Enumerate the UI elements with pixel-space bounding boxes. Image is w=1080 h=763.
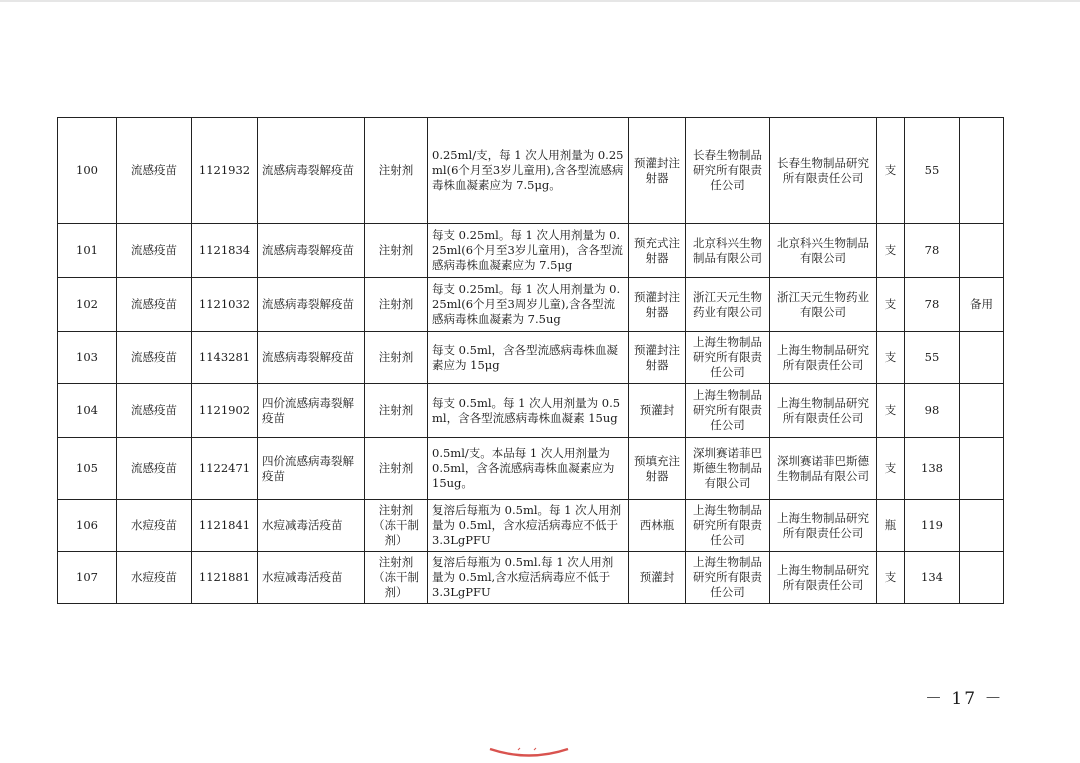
cell-no: 102 xyxy=(58,278,117,332)
cell-code: 1121932 xyxy=(192,118,258,224)
cell-price: 119 xyxy=(905,500,960,552)
cell-code: 1143281 xyxy=(192,332,258,384)
cell-price: 55 xyxy=(905,118,960,224)
cell-vaccine-name: 流感疫苗 xyxy=(117,384,192,438)
cell-remark: 备用 xyxy=(960,278,1004,332)
cell-remark xyxy=(960,500,1004,552)
cell-vaccine-name: 流感疫苗 xyxy=(117,332,192,384)
seal-fragment xyxy=(488,746,570,758)
cell-no: 103 xyxy=(58,332,117,384)
cell-code: 1121841 xyxy=(192,500,258,552)
cell-manufacturer: 上海生物制品研究所有限责任公司 xyxy=(686,500,770,552)
vaccine-catalog-table xyxy=(57,117,1004,604)
cell-packaging: 预灌封注射器 xyxy=(629,332,686,384)
cell-specification: 复溶后每瓶为 0.5ml。每 1 次人用剂量为 0.5ml，含水痘活病毒应不低于 3.3LgPFU xyxy=(428,500,629,552)
cell-dosage-form: 注射剂 xyxy=(365,118,428,224)
cell-manufacturer: 上海生物制品研究所有限责任公司 xyxy=(686,384,770,438)
table-row xyxy=(58,384,1004,438)
cell-price: 78 xyxy=(905,278,960,332)
cell-dosage-form: 注射剂 xyxy=(365,384,428,438)
page-number: － 17 － xyxy=(925,689,1004,709)
cell-generic-name: 四价流感病毒裂解疫苗 xyxy=(258,384,365,438)
cell-packaging: 西林瓶 xyxy=(629,500,686,552)
table-row xyxy=(58,118,1004,224)
cell-manufacturer: 北京科兴生物制品有限公司 xyxy=(686,224,770,278)
cell-price: 55 xyxy=(905,332,960,384)
cell-generic-name: 四价流感病毒裂解疫苗 xyxy=(258,438,365,500)
cell-manufacturer: 上海生物制品研究所有限责任公司 xyxy=(686,332,770,384)
cell-generic-name: 流感病毒裂解疫苗 xyxy=(258,118,365,224)
cell-remark xyxy=(960,552,1004,604)
cell-code: 1121032 xyxy=(192,278,258,332)
cell-specification: 每支 0.25ml。每 1 次人用剂量为 0.25ml(6个月至3岁儿童用)，含各型流感病毒株血凝素应为 7.5μg xyxy=(428,224,629,278)
cell-dosage-form: 注射剂 xyxy=(365,438,428,500)
table-row xyxy=(58,278,1004,332)
cell-packaging: 预灌封 xyxy=(629,552,686,604)
cell-license-holder: 上海生物制品研究所有限责任公司 xyxy=(770,332,877,384)
cell-license-holder: 上海生物制品研究所有限责任公司 xyxy=(770,384,877,438)
cell-specification: 复溶后每瓶为 0.5ml.每 1 次人用剂量为 0.5ml,含水痘活病毒应不低于 3.3LgPFU xyxy=(428,552,629,604)
cell-no: 104 xyxy=(58,384,117,438)
cell-no: 100 xyxy=(58,118,117,224)
cell-remark xyxy=(960,118,1004,224)
cell-unit: 支 xyxy=(877,552,905,604)
cell-price: 98 xyxy=(905,384,960,438)
cell-vaccine-name: 流感疫苗 xyxy=(117,224,192,278)
cell-no: 107 xyxy=(58,552,117,604)
cell-generic-name: 流感病毒裂解疫苗 xyxy=(258,278,365,332)
cell-dosage-form: 注射剂（冻干制剂） xyxy=(365,552,428,604)
cell-code: 1121834 xyxy=(192,224,258,278)
cell-vaccine-name: 流感疫苗 xyxy=(117,278,192,332)
cell-unit: 支 xyxy=(877,278,905,332)
cell-dosage-form: 注射剂 xyxy=(365,332,428,384)
cell-generic-name: 水痘减毒活疫苗 xyxy=(258,500,365,552)
cell-manufacturer: 长春生物制品研究所有限责任公司 xyxy=(686,118,770,224)
cell-unit: 支 xyxy=(877,332,905,384)
cell-no: 105 xyxy=(58,438,117,500)
page-top-edge xyxy=(0,0,1080,2)
cell-license-holder: 长春生物制品研究所有限责任公司 xyxy=(770,118,877,224)
table-row xyxy=(58,224,1004,278)
cell-no: 101 xyxy=(58,224,117,278)
cell-vaccine-name: 流感疫苗 xyxy=(117,438,192,500)
cell-packaging: 预灌封 xyxy=(629,384,686,438)
table-row xyxy=(58,552,1004,604)
cell-price: 138 xyxy=(905,438,960,500)
cell-vaccine-name: 流感疫苗 xyxy=(117,118,192,224)
cell-manufacturer: 上海生物制品研究所有限责任公司 xyxy=(686,552,770,604)
cell-license-holder: 深圳赛诺菲巴斯德生物制品有限公司 xyxy=(770,438,877,500)
cell-manufacturer: 浙江天元生物药业有限公司 xyxy=(686,278,770,332)
cell-packaging: 预充式注射器 xyxy=(629,224,686,278)
cell-remark xyxy=(960,438,1004,500)
table-row xyxy=(58,332,1004,384)
cell-manufacturer: 深圳赛诺菲巴斯德生物制品有限公司 xyxy=(686,438,770,500)
cell-specification: 每支 0.25ml。每 1 次人用剂量为 0.25ml(6个月至3周岁儿童),含各型流感病毒株血凝素为 7.5ug xyxy=(428,278,629,332)
cell-license-holder: 上海生物制品研究所有限责任公司 xyxy=(770,552,877,604)
cell-packaging: 预灌封注射器 xyxy=(629,118,686,224)
cell-dosage-form: 注射剂（冻干制剂） xyxy=(365,500,428,552)
cell-license-holder: 上海生物制品研究所有限责任公司 xyxy=(770,500,877,552)
cell-dosage-form: 注射剂 xyxy=(365,224,428,278)
cell-vaccine-name: 水痘疫苗 xyxy=(117,552,192,604)
cell-specification: 0.25ml/支，每 1 次人用剂量为 0.25ml(6个月至3岁儿童用),含各型流感病毒株血凝素应为 7.5μg。 xyxy=(428,118,629,224)
cell-specification: 0.5ml/支。本品每 1 次人用剂量为 0.5ml，含各流感病毒株血凝素应为 15ug。 xyxy=(428,438,629,500)
cell-packaging: 预灌封注射器 xyxy=(629,278,686,332)
cell-remark xyxy=(960,332,1004,384)
cell-price: 134 xyxy=(905,552,960,604)
cell-generic-name: 流感病毒裂解疫苗 xyxy=(258,332,365,384)
cell-specification: 每支 0.5ml。每 1 次人用剂量为 0.5ml，含各型流感病毒株血凝素 15ug xyxy=(428,384,629,438)
cell-price: 78 xyxy=(905,224,960,278)
table-row xyxy=(58,500,1004,552)
cell-no: 106 xyxy=(58,500,117,552)
table-row xyxy=(58,438,1004,500)
cell-unit: 支 xyxy=(877,224,905,278)
cell-code: 1121902 xyxy=(192,384,258,438)
cell-unit: 瓶 xyxy=(877,500,905,552)
cell-code: 1122471 xyxy=(192,438,258,500)
cell-unit: 支 xyxy=(877,118,905,224)
cell-code: 1121881 xyxy=(192,552,258,604)
cell-dosage-form: 注射剂 xyxy=(365,278,428,332)
table-body xyxy=(58,118,1004,604)
cell-license-holder: 浙江天元生物药业有限公司 xyxy=(770,278,877,332)
cell-unit: 支 xyxy=(877,438,905,500)
cell-vaccine-name: 水痘疫苗 xyxy=(117,500,192,552)
cell-generic-name: 水痘减毒活疫苗 xyxy=(258,552,365,604)
cell-specification: 每支 0.5ml，含各型流感病毒株血凝素应为 15μg xyxy=(428,332,629,384)
cell-packaging: 预填充注射器 xyxy=(629,438,686,500)
cell-generic-name: 流感病毒裂解疫苗 xyxy=(258,224,365,278)
cell-license-holder: 北京科兴生物制品有限公司 xyxy=(770,224,877,278)
cell-remark xyxy=(960,224,1004,278)
cell-unit: 支 xyxy=(877,384,905,438)
cell-remark xyxy=(960,384,1004,438)
